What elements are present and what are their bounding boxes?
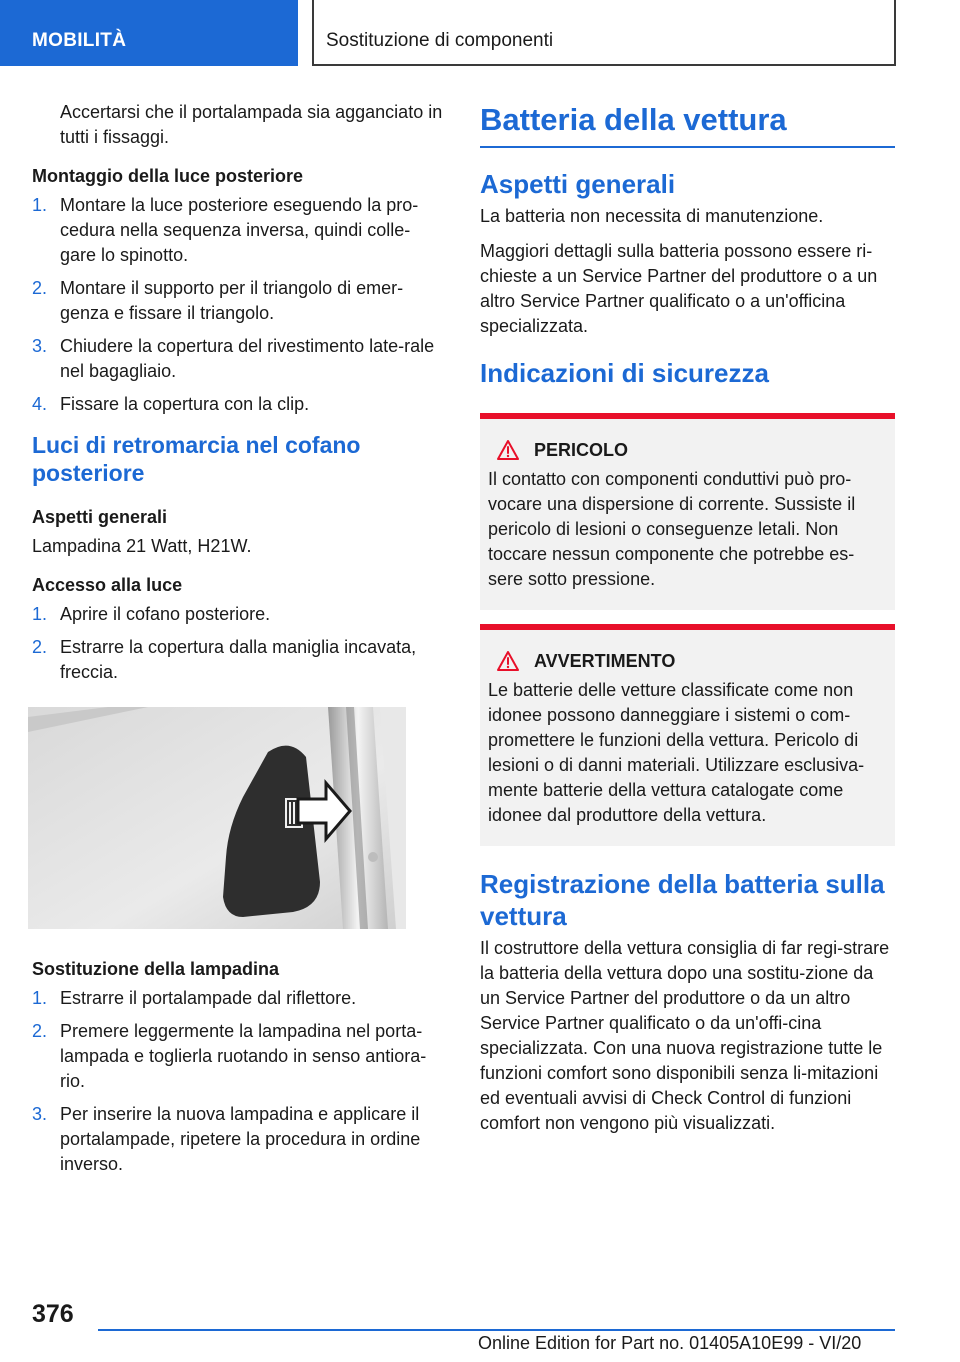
step-number: 1.	[32, 988, 48, 1008]
left-column	[32, 100, 446, 1185]
warning-triangle-icon	[496, 439, 520, 461]
section-tab[interactable]: MOBILITÀ	[0, 0, 298, 66]
accesso-steps	[32, 602, 446, 685]
warning-triangle-icon	[496, 650, 520, 672]
list-item	[32, 276, 446, 326]
montaggio-heading: Montaggio della luce posteriore	[32, 166, 304, 186]
list-item	[32, 1019, 446, 1094]
warning-title: AVVERTIMENTO	[534, 651, 676, 671]
sostituzione-steps	[32, 986, 446, 1177]
list-item	[32, 392, 446, 417]
footer-divider	[98, 1329, 895, 1331]
page-number: 376	[32, 1300, 74, 1328]
list-item	[32, 602, 446, 627]
edition-text: Online Edition for Part no. 01405A10E99 - VI/20	[478, 1333, 862, 1353]
chapter-title: Sostituzione di componenti	[312, 0, 896, 66]
warning-box	[480, 624, 895, 846]
step-text: Montare il supporto per il triangolo di emer-genza e fissare il triangolo.	[60, 278, 404, 323]
cover-photo	[28, 707, 406, 929]
list-item	[32, 986, 446, 1011]
step-text: Estrarre il portalampade dal riflettore.	[60, 988, 357, 1008]
battery-aspetti-p1: La batteria non necessita di manutenzione.	[480, 206, 824, 226]
list-item	[32, 334, 446, 384]
danger-box	[480, 413, 895, 610]
step-text: Aprire il cofano posteriore.	[60, 604, 271, 624]
registrazione-text: Il costruttore della vettura consiglia di far regi-strare la batteria della vettura dopo una sostitu-zione da un Service Partner del produttore o da un altro Service Partner qualificato o da un'offi-cina specializzata. Con una nuova registrazione tutte le funzioni comfort sono disponibili senza li-mitazioni ed eventuali avvisi di Check Control di funzioni comfort non vengono più visualizzati.	[480, 938, 890, 1133]
step-text: Chiudere la copertura del rivestimento late-rale nel bagagliaio.	[60, 336, 435, 381]
aspetti-heading: Aspetti generali	[32, 507, 168, 527]
step-text: Per inserire la nuova lampadina e applicare il portalampade, ripetere la procedura in ordine inverso.	[60, 1104, 421, 1174]
sicurezza-heading: Indicazioni di sicurezza	[480, 358, 769, 388]
step-text: Montare la luce posteriore eseguendo la pro-cedura nella sequenza inversa, quindi colle-gare lo spinotto.	[60, 195, 419, 265]
list-item	[32, 1102, 446, 1177]
step-text: Premere leggermente la lampadina nel porta-lampada e toglierla ruotando in senso antiora-rio.	[60, 1021, 427, 1091]
step-number: 1.	[32, 604, 48, 624]
step-number: 4.	[32, 394, 48, 414]
step-text: Estrarre la copertura dalla maniglia incavata, freccia.	[60, 637, 417, 682]
step-number: 3.	[32, 1104, 48, 1124]
right-column	[480, 100, 895, 1146]
danger-title: PERICOLO	[534, 440, 629, 460]
step-number: 1.	[32, 195, 48, 215]
accesso-heading: Accesso alla luce	[32, 575, 183, 595]
step-number: 2.	[32, 637, 48, 657]
battery-heading: Batteria della vettura	[480, 100, 895, 148]
step-number: 2.	[32, 1021, 48, 1041]
battery-aspetti-p2: Maggiori dettagli sulla batteria possono essere ri-chieste a un Service Partner del produttore o a un altro Service Partner qualificato o a un'officina specializzata.	[480, 241, 878, 336]
step-number: 3.	[32, 336, 48, 356]
warning-text: Le batterie delle vetture classificate come non idonee possono danneggiare i sistemi o com-promettere le funzioni della vettura. Pericolo di lesioni o di danni materiali. Utilizzare esclusiva-mente batterie della vettura catalogate come idonee dal produttore della vettura.	[488, 680, 865, 825]
montaggio-steps	[32, 193, 446, 417]
list-item	[32, 193, 446, 268]
cover-illustration	[28, 707, 406, 929]
step-number: 2.	[32, 278, 48, 298]
page-header	[0, 0, 960, 66]
retro-heading: Luci di retromarcia nel cofano posteriore	[32, 432, 361, 486]
aspetti-text: Lampadina 21 Watt, H21W.	[32, 536, 252, 556]
intro-text: Accertarsi che il portalampada sia agganciato in tutti i fissaggi.	[60, 102, 443, 147]
list-item	[32, 635, 446, 685]
battery-aspetti-heading: Aspetti generali	[480, 169, 676, 199]
sostituzione-heading: Sostituzione della lampadina	[32, 959, 280, 979]
danger-text: Il contatto con componenti conduttivi può pro-vocare una dispersione di corrente. Sussiste il pericolo di lesioni o conseguenze letali. Non toccare nessun componente che potrebbe es-sere sotto pressione.	[488, 469, 856, 589]
step-text: Fissare la copertura con la clip.	[60, 394, 310, 414]
registrazione-heading: Registrazione della batteria sulla vettura	[480, 869, 885, 931]
